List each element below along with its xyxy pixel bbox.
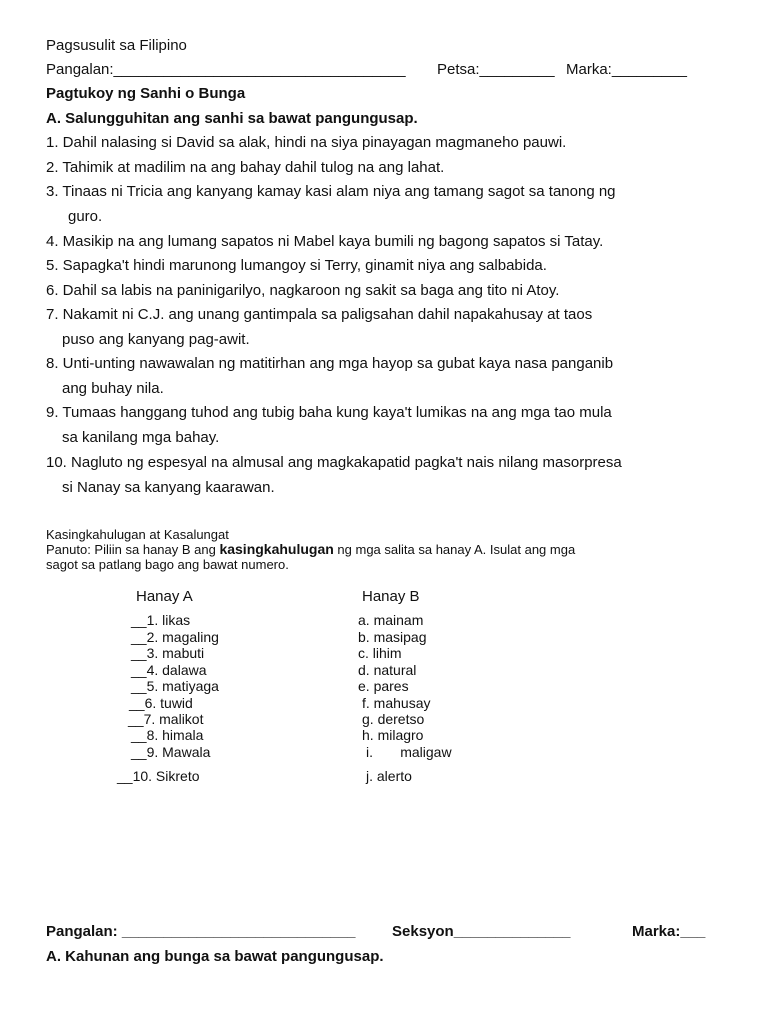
instruction-text: Panuto: Piliin sa hanay B ang	[46, 542, 220, 557]
footer-name-line: Pangalan: ____________________________	[46, 923, 356, 940]
subject-title: Pagsusulit sa Filipino	[46, 37, 187, 54]
list-item: 8. Unti-unting nawawalan ng matitirhan ang mga hayop sa gubat kaya nasa panganib	[46, 355, 614, 372]
footer-section-line: Seksyon______________	[392, 923, 571, 940]
footer-instruction: A. Kahunan ang bunga sa bawat pangungusap.	[46, 948, 384, 965]
part1-instruction: A. Salungguhitan ang sanhi sa bawat pangungusap.	[46, 110, 418, 127]
list-item: __6. tuwid	[129, 695, 193, 711]
part2-instruction	[46, 542, 575, 557]
list-item-continuation: guro.	[68, 208, 103, 225]
list-item: __10. Sikreto	[117, 768, 200, 784]
part2-title: Kasingkahulugan at Kasalungat	[46, 527, 229, 542]
list-item: __3. mabuti	[131, 645, 205, 661]
list-item: 2. Tahimik at madilim na ang bahay dahil tulog na ang lahat.	[46, 159, 445, 176]
list-item-continuation: si Nanay sa kanyang kaarawan.	[62, 479, 275, 496]
part1-title: Pagtukoy ng Sanhi o Bunga	[46, 85, 246, 102]
list-item-continuation: sa kanilang mga bahay.	[62, 429, 220, 446]
list-item: g. deretso	[362, 711, 425, 727]
list-item: d. natural	[358, 662, 417, 678]
list-item: 6. Dahil sa labis na paninigarilyo, nagkaroon ng sakit sa baga ang tito ni Atoy.	[46, 282, 560, 299]
list-item: __2. magaling	[131, 629, 219, 645]
list-item: b. masipag	[358, 629, 427, 645]
list-item: 7. Nakamit ni C.J. ang unang gantimpala sa paligsahan dahil napakahusay at taos	[46, 306, 593, 323]
list-item: 9. Tumaas hanggang tuhod ang tubig baha kung kaya't lumikas na ang mga tao mula	[46, 404, 612, 421]
instruction-text: ng mga salita sa hanay A. Isulat ang mga	[333, 542, 576, 557]
list-item-continuation: ang buhay nila.	[62, 380, 164, 397]
list-item: 5. Sapagka't hindi marunong lumangoy si Terry, ginamit niya ang salbabida.	[46, 257, 547, 274]
column-a-header: Hanay A	[136, 588, 193, 605]
list-item: f. mahusay	[362, 695, 431, 711]
list-item: __4. dalawa	[131, 662, 207, 678]
score-field-line: Marka:_________	[566, 61, 687, 78]
name-field-line: Pangalan:___________________________________	[46, 61, 406, 78]
list-item: e. pares	[358, 678, 409, 694]
instruction-keyword: kasingkahulugan	[219, 541, 334, 557]
list-item: h. milagro	[362, 727, 424, 743]
list-item: j. alerto	[366, 768, 412, 784]
list-item: 1. Dahil nalasing si David sa alak, hindi na siya pinayagan magmaneho pauwi.	[46, 134, 567, 151]
column-b-header: Hanay B	[362, 588, 420, 605]
list-item: 4. Masikip na ang lumang sapatos ni Mabel kaya bumili ng bagong sapatos si Tatay.	[46, 233, 604, 250]
list-item: __1. likas	[131, 612, 191, 628]
date-field-line: Petsa:_________	[437, 61, 555, 78]
list-item: 3. Tinaas ni Tricia ang kanyang kamay kasi alam niya ang tamang sagot sa tanong ng	[46, 183, 616, 200]
part2-instruction-line2: sagot sa patlang bago ang bawat numero.	[46, 557, 289, 572]
list-item: i. maligaw	[366, 744, 452, 760]
list-item-continuation: puso ang kanyang pag-awit.	[62, 331, 250, 348]
list-item: c. lihim	[358, 645, 402, 661]
list-item: __5. matiyaga	[131, 678, 219, 694]
list-item: a. mainam	[358, 612, 424, 628]
list-item: __7. malikot	[128, 711, 204, 727]
footer-score-line: Marka:___	[632, 923, 706, 940]
list-item: 10. Nagluto ng espesyal na almusal ang magkakapatid pagka't nais nilang masorpresa	[46, 454, 622, 471]
list-item: __9. Mawala	[131, 744, 211, 760]
list-item: __8. himala	[131, 727, 204, 743]
